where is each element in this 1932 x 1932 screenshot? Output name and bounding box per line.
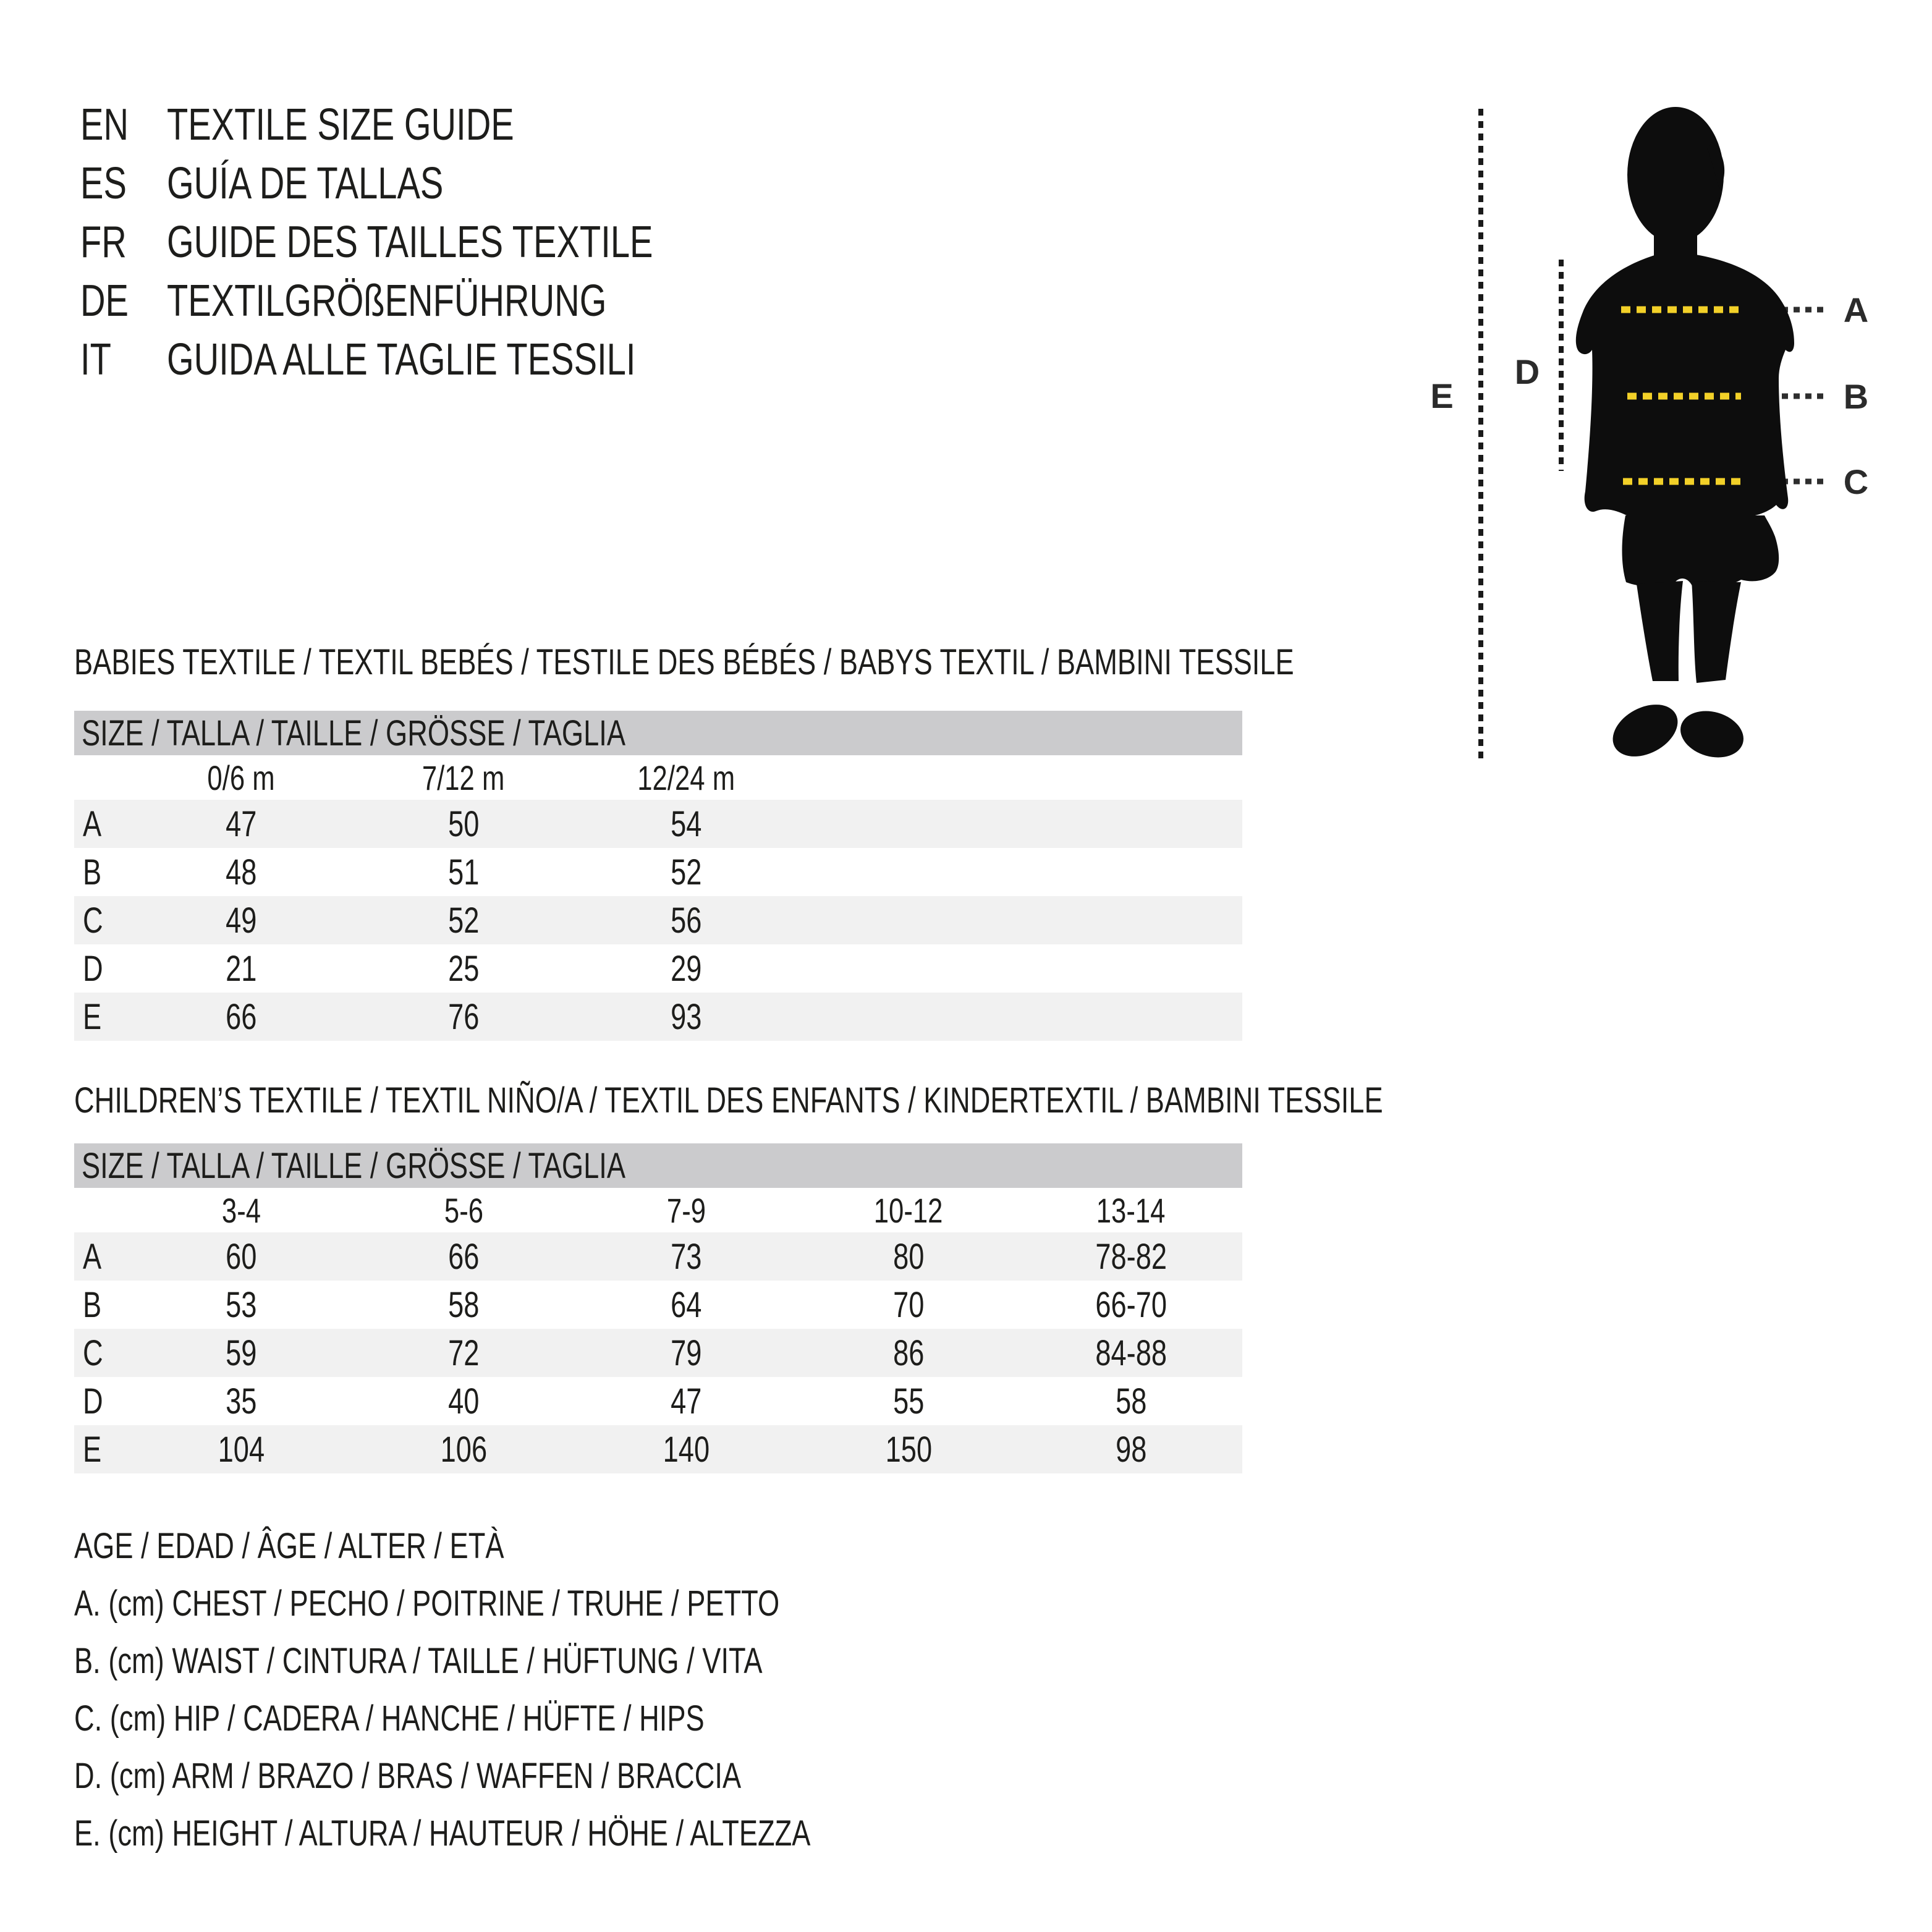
babies-size-table bbox=[74, 711, 1242, 1041]
table-row: A 60 66 73 80 78-82 bbox=[74, 1232, 1242, 1281]
marker-label-A: A bbox=[1843, 290, 1869, 329]
lang-code-it: IT bbox=[80, 334, 111, 384]
lang-code-en: EN bbox=[80, 100, 129, 150]
table-row: A 47 50 54 bbox=[74, 800, 1242, 848]
lang-row-de bbox=[80, 271, 790, 330]
row-label: D bbox=[83, 948, 103, 989]
row-label: D bbox=[83, 1381, 103, 1421]
row-label: E bbox=[83, 1429, 102, 1470]
table-row: D 21 25 29 bbox=[83, 948, 702, 989]
lang-code-fr: FR bbox=[80, 217, 127, 267]
children-col-1: 5-6 bbox=[444, 1190, 483, 1230]
lang-code-de: DE bbox=[80, 276, 129, 326]
legend-waist-line: B. (cm) WAIST / CINTURA / TAILLE / HÜFTUNG / VITA bbox=[74, 1641, 763, 1681]
children-section-title: CHILDREN’S TEXTILE / TEXTIL NIÑO/A / TEXTIL DES ENFANTS / KINDERTEXTIL / BAMBINI TESSILE bbox=[74, 1080, 1383, 1121]
row-label: C bbox=[83, 900, 103, 941]
measurement-diagram bbox=[1409, 93, 1932, 810]
lang-code-es: ES bbox=[80, 158, 127, 208]
lang-row-it bbox=[80, 330, 790, 389]
table-row: B 48 51 52 bbox=[83, 852, 702, 892]
row-label: A bbox=[83, 803, 102, 844]
lang-title-en: TEXTILE SIZE GUIDE bbox=[167, 100, 514, 150]
children-size-table bbox=[74, 1143, 1242, 1473]
lang-title-it: GUIDA ALLE TAGLIE TESSILI bbox=[167, 334, 636, 384]
marker-label-E: E bbox=[1430, 376, 1454, 415]
table-row: C 59 72 79 86 84-88 bbox=[74, 1329, 1242, 1377]
table-row: E 104 106 140 150 98 bbox=[74, 1425, 1242, 1473]
silhouette-left-foot bbox=[1604, 694, 1687, 767]
babies-section-title: BABIES TEXTILE / TEXTIL BEBÉS / TESTILE DES BÉBÉS / BABYS TEXTIL / BAMBINI TESSILE bbox=[74, 642, 1294, 682]
children-col-0: 3-4 bbox=[221, 1190, 261, 1230]
marker-label-D: D bbox=[1514, 352, 1540, 391]
children-col-2: 7-9 bbox=[666, 1190, 706, 1230]
children-size-header-label: SIZE / TALLA / TAILLE / GRÖSSE / TAGLIA bbox=[82, 1145, 626, 1186]
silhouette-torso bbox=[1576, 255, 1794, 517]
babies-col-2: 12/24 m bbox=[637, 758, 735, 797]
legend-arm-line: D. (cm) ARM / BRAZO / BRAS / WAFFEN / BRACCIA bbox=[74, 1756, 742, 1796]
lang-title-fr: GUIDE DES TAILLES TEXTILE bbox=[167, 217, 653, 267]
legend-hip-line: C. (cm) HIP / CADERA / HANCHE / HÜFTE / HIPS bbox=[74, 1698, 705, 1739]
row-label: B bbox=[83, 852, 102, 892]
babies-col-0: 0/6 m bbox=[207, 758, 275, 797]
row-label: B bbox=[83, 1284, 102, 1325]
lang-row-fr bbox=[80, 213, 790, 271]
children-col-3: 10-12 bbox=[874, 1190, 943, 1230]
babies-col-1: 7/12 m bbox=[422, 758, 505, 797]
children-table-header bbox=[74, 1143, 1242, 1188]
children-col-4: 13-14 bbox=[1096, 1190, 1166, 1230]
lang-row-es bbox=[80, 154, 790, 213]
table-row: B 53 58 64 70 66-70 bbox=[83, 1284, 1167, 1325]
silhouette-right-foot bbox=[1675, 704, 1749, 765]
lang-row-en bbox=[80, 95, 790, 154]
lang-title-de: TEXTILGRÖßENFÜHRUNG bbox=[167, 276, 607, 326]
table-row: E 66 76 93 bbox=[74, 993, 1242, 1041]
marker-label-C: C bbox=[1843, 462, 1869, 501]
children-column-header-row bbox=[74, 1188, 1242, 1232]
silhouette-left-leg bbox=[1637, 581, 1683, 681]
silhouette-right-leg bbox=[1692, 581, 1741, 683]
babies-table-header bbox=[74, 711, 1242, 755]
silhouette-shorts bbox=[1622, 515, 1779, 587]
legend-age-line: AGE / EDAD / ÂGE / ALTER / ETÀ bbox=[74, 1526, 504, 1566]
language-title-block bbox=[80, 95, 790, 389]
table-row: D 35 40 47 55 58 bbox=[83, 1381, 1147, 1421]
row-label: E bbox=[83, 996, 102, 1037]
row-label: A bbox=[83, 1236, 102, 1277]
row-label: C bbox=[83, 1332, 103, 1373]
lang-title-es: GUÍA DE TALLAS bbox=[167, 158, 444, 208]
babies-size-header-label: SIZE / TALLA / TAILLE / GRÖSSE / TAGLIA bbox=[82, 713, 626, 753]
legend-height-line: E. (cm) HEIGHT / ALTURA / HAUTEUR / HÖHE / ALTEZZA bbox=[74, 1813, 811, 1854]
marker-label-B: B bbox=[1843, 377, 1869, 416]
babies-column-header-row bbox=[74, 755, 1242, 800]
table-row: C 49 52 56 bbox=[74, 896, 1242, 944]
legend-chest-line: A. (cm) CHEST / PECHO / POITRINE / TRUHE / PETTO bbox=[74, 1583, 780, 1624]
